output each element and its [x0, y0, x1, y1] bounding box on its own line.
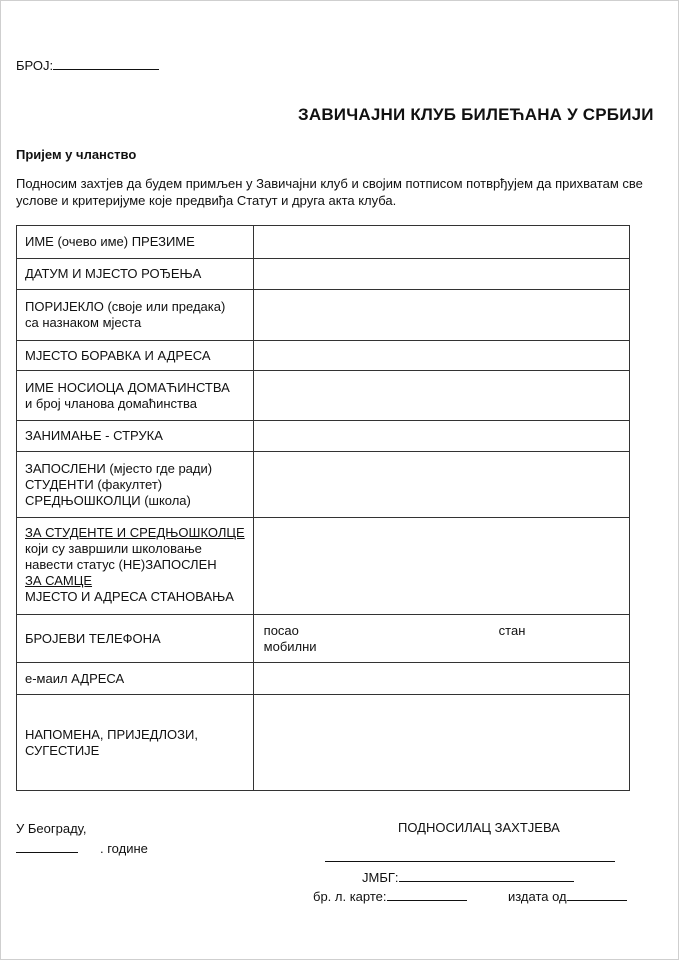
row-occupation: [17, 421, 630, 452]
row-employed: [17, 452, 630, 518]
label-students-line2: који су завршили школовање: [25, 541, 202, 556]
label-employed-line2: СТУДЕНТИ (факултет): [25, 476, 163, 492]
field-residence[interactable]: [253, 341, 629, 371]
label-residence: МЈЕСТО БОРАВКА И АДРЕСА: [17, 341, 254, 371]
id-card-line[interactable]: [387, 888, 467, 901]
label-notes-line1: НАПОМЕНА, ПРИЈЕДЛОЗИ,: [25, 726, 198, 742]
issued-by-field: [508, 888, 627, 904]
broj-field: [16, 57, 159, 73]
field-household[interactable]: [253, 371, 629, 421]
id-card-field: [313, 888, 467, 904]
label-origin-line1: ПОРИЈЕКЛО (своје или предака): [25, 299, 226, 314]
label-household-line2: и број чланова домаћинства: [25, 395, 197, 411]
label-students-line5: МЈЕСТО И АДРЕСА СТАНОВАЊА: [25, 589, 234, 604]
label-phone-mobile: мобилни: [263, 639, 317, 654]
signature-line[interactable]: [325, 861, 615, 862]
issued-by-line[interactable]: [567, 888, 627, 901]
field-employed[interactable]: [253, 452, 629, 518]
field-birth[interactable]: [253, 259, 629, 290]
row-phones: [17, 615, 630, 663]
place-label: У Београду,: [16, 821, 87, 836]
label-occupation: ЗАНИМАЊЕ - СТРУКА: [17, 421, 254, 452]
jmbg-field: [362, 869, 574, 885]
field-phones[interactable]: [253, 615, 629, 663]
label-phone-home: стан: [498, 623, 526, 638]
club-title: ЗАВИЧАЈНИ КЛУБ БИЛЕЋАНА У СРБИЈИ: [298, 105, 654, 124]
label-students-line3: навести статус (НЕ)ЗАПОСЛЕН: [25, 557, 217, 572]
field-students[interactable]: [253, 518, 629, 615]
row-notes: [17, 695, 630, 791]
label-name: ИМЕ (очево име) ПРЕЗИМЕ: [17, 226, 254, 259]
intro-line-1: Подносим захтјев да будем примљен у Завичајни клуб и својим потписом потврђујем да прихватам све: [16, 176, 643, 191]
label-household: [17, 371, 254, 421]
label-notes: [17, 695, 254, 791]
broj-line[interactable]: [53, 57, 159, 70]
date-line[interactable]: [16, 840, 78, 853]
label-employed-line1: ЗАПОСЛЕНИ (мјесто где ради): [25, 460, 213, 476]
row-residence: [17, 341, 630, 371]
field-notes[interactable]: [253, 695, 629, 791]
field-email[interactable]: [253, 663, 629, 695]
label-origin: [17, 290, 254, 341]
label-phone-work: посао: [263, 623, 299, 638]
row-origin: [17, 290, 630, 341]
id-card-label: бр. л. карте:: [313, 889, 387, 904]
issued-by-label: издата од: [508, 889, 567, 904]
intro-line-2: услове и критеријуме које предвиђа Статут и друга акта клуба.: [16, 193, 397, 208]
row-birth: [17, 259, 630, 290]
label-students: [17, 518, 254, 615]
row-students: [17, 518, 630, 615]
label-phones: БРОЈЕВИ ТЕЛЕФОНА: [17, 615, 254, 663]
date-field: [16, 840, 148, 856]
field-occupation[interactable]: [253, 421, 629, 452]
membership-form-table: [16, 225, 630, 791]
label-birth: ДАТУМ И МЈЕСТО РОЂЕЊА: [17, 259, 254, 290]
label-students-line1: ЗА СТУДЕНТЕ И СРЕДЊОШКОЛЦЕ: [25, 525, 245, 540]
year-suffix: . године: [100, 841, 148, 856]
field-origin[interactable]: [253, 290, 629, 341]
label-origin-line2: са назнаком мјеста: [25, 315, 142, 330]
row-name: [17, 226, 630, 259]
field-name[interactable]: [253, 226, 629, 259]
applicant-label: ПОДНОСИЛАЦ ЗАХТЈЕВА: [398, 820, 560, 835]
label-household-line1: ИМЕ НОСИОЦА ДОМАЋИНСТВА: [25, 379, 230, 395]
label-email: е-маил АДРЕСА: [17, 663, 254, 695]
form-subtitle: Пријем у чланство: [16, 147, 137, 162]
label-notes-line2: СУГЕСТИЈЕ: [25, 742, 100, 758]
row-household: [17, 371, 630, 421]
label-employed-line3: СРЕДЊОШКОЛЦИ (школа): [25, 492, 191, 508]
row-email: [17, 663, 630, 695]
jmbg-label: ЈМБГ:: [362, 870, 399, 885]
jmbg-line[interactable]: [399, 869, 574, 882]
intro-text: [16, 175, 679, 209]
label-employed: [17, 452, 254, 518]
label-students-line4: ЗА САМЦЕ: [25, 573, 93, 588]
broj-label: БРОЈ:: [16, 58, 54, 73]
